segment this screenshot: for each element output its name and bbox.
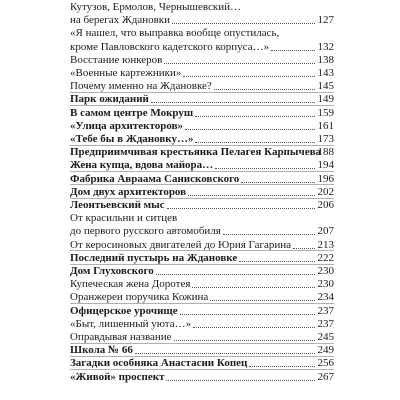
toc-entry-title: Последний пустырь на Ждановке <box>70 251 238 264</box>
toc-entry[interactable] <box>70 145 334 159</box>
toc-leader-dots <box>293 248 315 249</box>
toc-leader-dots <box>241 182 315 183</box>
toc-leader-dots <box>183 76 315 77</box>
toc-entry-title: на берегах Ждановки <box>70 14 171 27</box>
toc-leader-dots <box>135 353 315 354</box>
toc-entry-page-number: 206 <box>317 199 334 211</box>
toc-leader-dots <box>214 89 315 90</box>
toc-entry-page-number: 194 <box>317 159 334 172</box>
toc-leader-dots <box>249 366 315 367</box>
toc-leader-dots <box>192 287 315 288</box>
toc-entry-page-number: 234 <box>317 291 334 304</box>
toc-entry[interactable] <box>70 264 334 278</box>
toc-entry[interactable] <box>70 211 334 225</box>
toc-entry-page-number: 196 <box>317 172 334 185</box>
toc-entry-title: Офицерское урочище <box>70 304 178 317</box>
toc-entry-title: Загадки особняка Анастасии Копец <box>70 357 248 370</box>
toc-entry-page-number: 145 <box>317 80 334 93</box>
toc-entry-title: Купеческая жена Доротея <box>70 278 191 291</box>
toc-entry-page-number: 267 <box>317 370 334 383</box>
toc-entry-page-number: 161 <box>317 119 334 132</box>
toc-entry[interactable] <box>70 198 334 212</box>
toc-entry-page-number: 249 <box>317 344 334 357</box>
toc-entry-page-number: 245 <box>317 331 334 343</box>
toc-entry-page-number: 256 <box>317 357 334 370</box>
toc-leader-dots <box>271 50 315 51</box>
toc-leader-dots <box>164 63 315 64</box>
toc-entry-page-number: 138 <box>317 53 334 66</box>
toc-leader-dots <box>180 314 315 315</box>
toc-entry-title: От красильни и ситцев <box>70 212 178 225</box>
toc-leader-dots <box>193 327 315 328</box>
toc-entry[interactable] <box>70 119 334 133</box>
toc-entry-title: Оранжереи поручика Кожина <box>70 291 209 304</box>
toc-entry-title: Фабрика Авраама Санисковского <box>70 172 240 185</box>
toc-entry-page-number: 237 <box>317 304 334 317</box>
toc-entry-page-number: 132 <box>317 40 334 53</box>
toc-leader-dots <box>188 195 315 196</box>
toc-entry-page-number: 159 <box>317 106 334 119</box>
toc-leader-dots <box>174 340 315 341</box>
toc-leader-dots <box>156 274 315 275</box>
toc-leader-dots <box>195 142 315 143</box>
toc-entry-title: В самом центре Мокруш <box>70 106 194 119</box>
toc-entry-title: Кутузов, Ермолов, Чернышевский… <box>70 1 241 13</box>
toc-entry-title: до первого русского автомобиля <box>70 225 221 238</box>
toc-entry[interactable] <box>70 66 334 80</box>
toc-leader-dots <box>195 116 315 117</box>
toc-leader-dots <box>210 300 315 301</box>
toc-entry-title: Оправдывая название <box>70 331 172 343</box>
toc-entry-title: Почему именно на Ждановке? <box>70 80 212 93</box>
toc-entry-page-number: 143 <box>317 67 334 79</box>
toc-leader-dots <box>167 208 315 209</box>
toc-entry[interactable] <box>70 317 334 331</box>
toc-entry-title: Восстание юнкеров <box>70 53 163 66</box>
toc-entry-page-number: 173 <box>317 133 334 145</box>
toc-entry[interactable] <box>70 277 334 291</box>
toc-entry-title: Предприимчивая крестьянка Пелагея Карпычева <box>70 146 322 159</box>
toc-leader-dots <box>185 129 315 130</box>
toc-entry-page-number: 230 <box>317 278 334 291</box>
toc-entry-page-number: 230 <box>317 265 334 277</box>
toc-entry-title: Дом Глуховского <box>70 265 154 277</box>
toc-entry-title: Дом двух архитекторов <box>70 185 187 198</box>
toc-entry[interactable] <box>70 224 334 238</box>
toc-entry-page-number: 213 <box>317 238 334 251</box>
toc-entry-page-number: 188 <box>317 146 334 159</box>
toc-entry-title: кроме Павловского кадетского корпуса…» <box>70 40 270 53</box>
toc-entry[interactable] <box>70 13 334 27</box>
toc-entry-page-number: 207 <box>317 225 334 238</box>
toc-entry[interactable] <box>70 370 334 384</box>
toc-entry-page-number: 202 <box>317 185 334 198</box>
toc-entry-title: Жена купца, вдова майора… <box>70 159 214 172</box>
toc-entry-title: От керосиновых двигателей до Юрия Гагарина <box>70 238 292 251</box>
toc-leader-dots <box>166 380 315 381</box>
toc-entry-page-number: 149 <box>317 93 334 106</box>
toc-entry[interactable] <box>70 26 334 40</box>
toc-entry[interactable] <box>70 40 334 54</box>
toc-entry-title: Леонтьевский мыс <box>70 199 165 211</box>
toc-leader-dots <box>172 23 315 24</box>
toc-entry[interactable] <box>70 53 334 67</box>
toc-entry-page-number: 222 <box>317 251 334 264</box>
toc-entry-title: Школа № 66 <box>70 344 133 357</box>
toc-entry-page-number: 127 <box>317 14 334 27</box>
toc-leader-dots <box>215 168 315 169</box>
toc-entry-title: Парк ожиданий <box>70 93 149 106</box>
toc-entry-title: «Быт, лишенный уюта…» <box>70 317 192 330</box>
toc-entry-title: «Я нашел, что выправка вообще опустилась, <box>70 27 280 40</box>
toc-entry-title: «Улица архитекторов» <box>70 119 184 132</box>
toc-entry-title: «Живой» проспект <box>70 370 165 383</box>
toc-entry[interactable] <box>70 106 334 120</box>
toc-entry-page-number: 237 <box>317 317 334 330</box>
toc-entry-title: «Тебе бы в Ждановку…» <box>70 133 194 145</box>
toc-entry[interactable] <box>70 304 334 318</box>
toc-leader-dots <box>223 234 315 235</box>
toc-leader-dots <box>151 102 315 103</box>
toc-leader-dots <box>239 261 315 262</box>
toc-entry-title: «Военные картежники» <box>70 67 182 79</box>
toc-entry[interactable] <box>70 0 334 14</box>
